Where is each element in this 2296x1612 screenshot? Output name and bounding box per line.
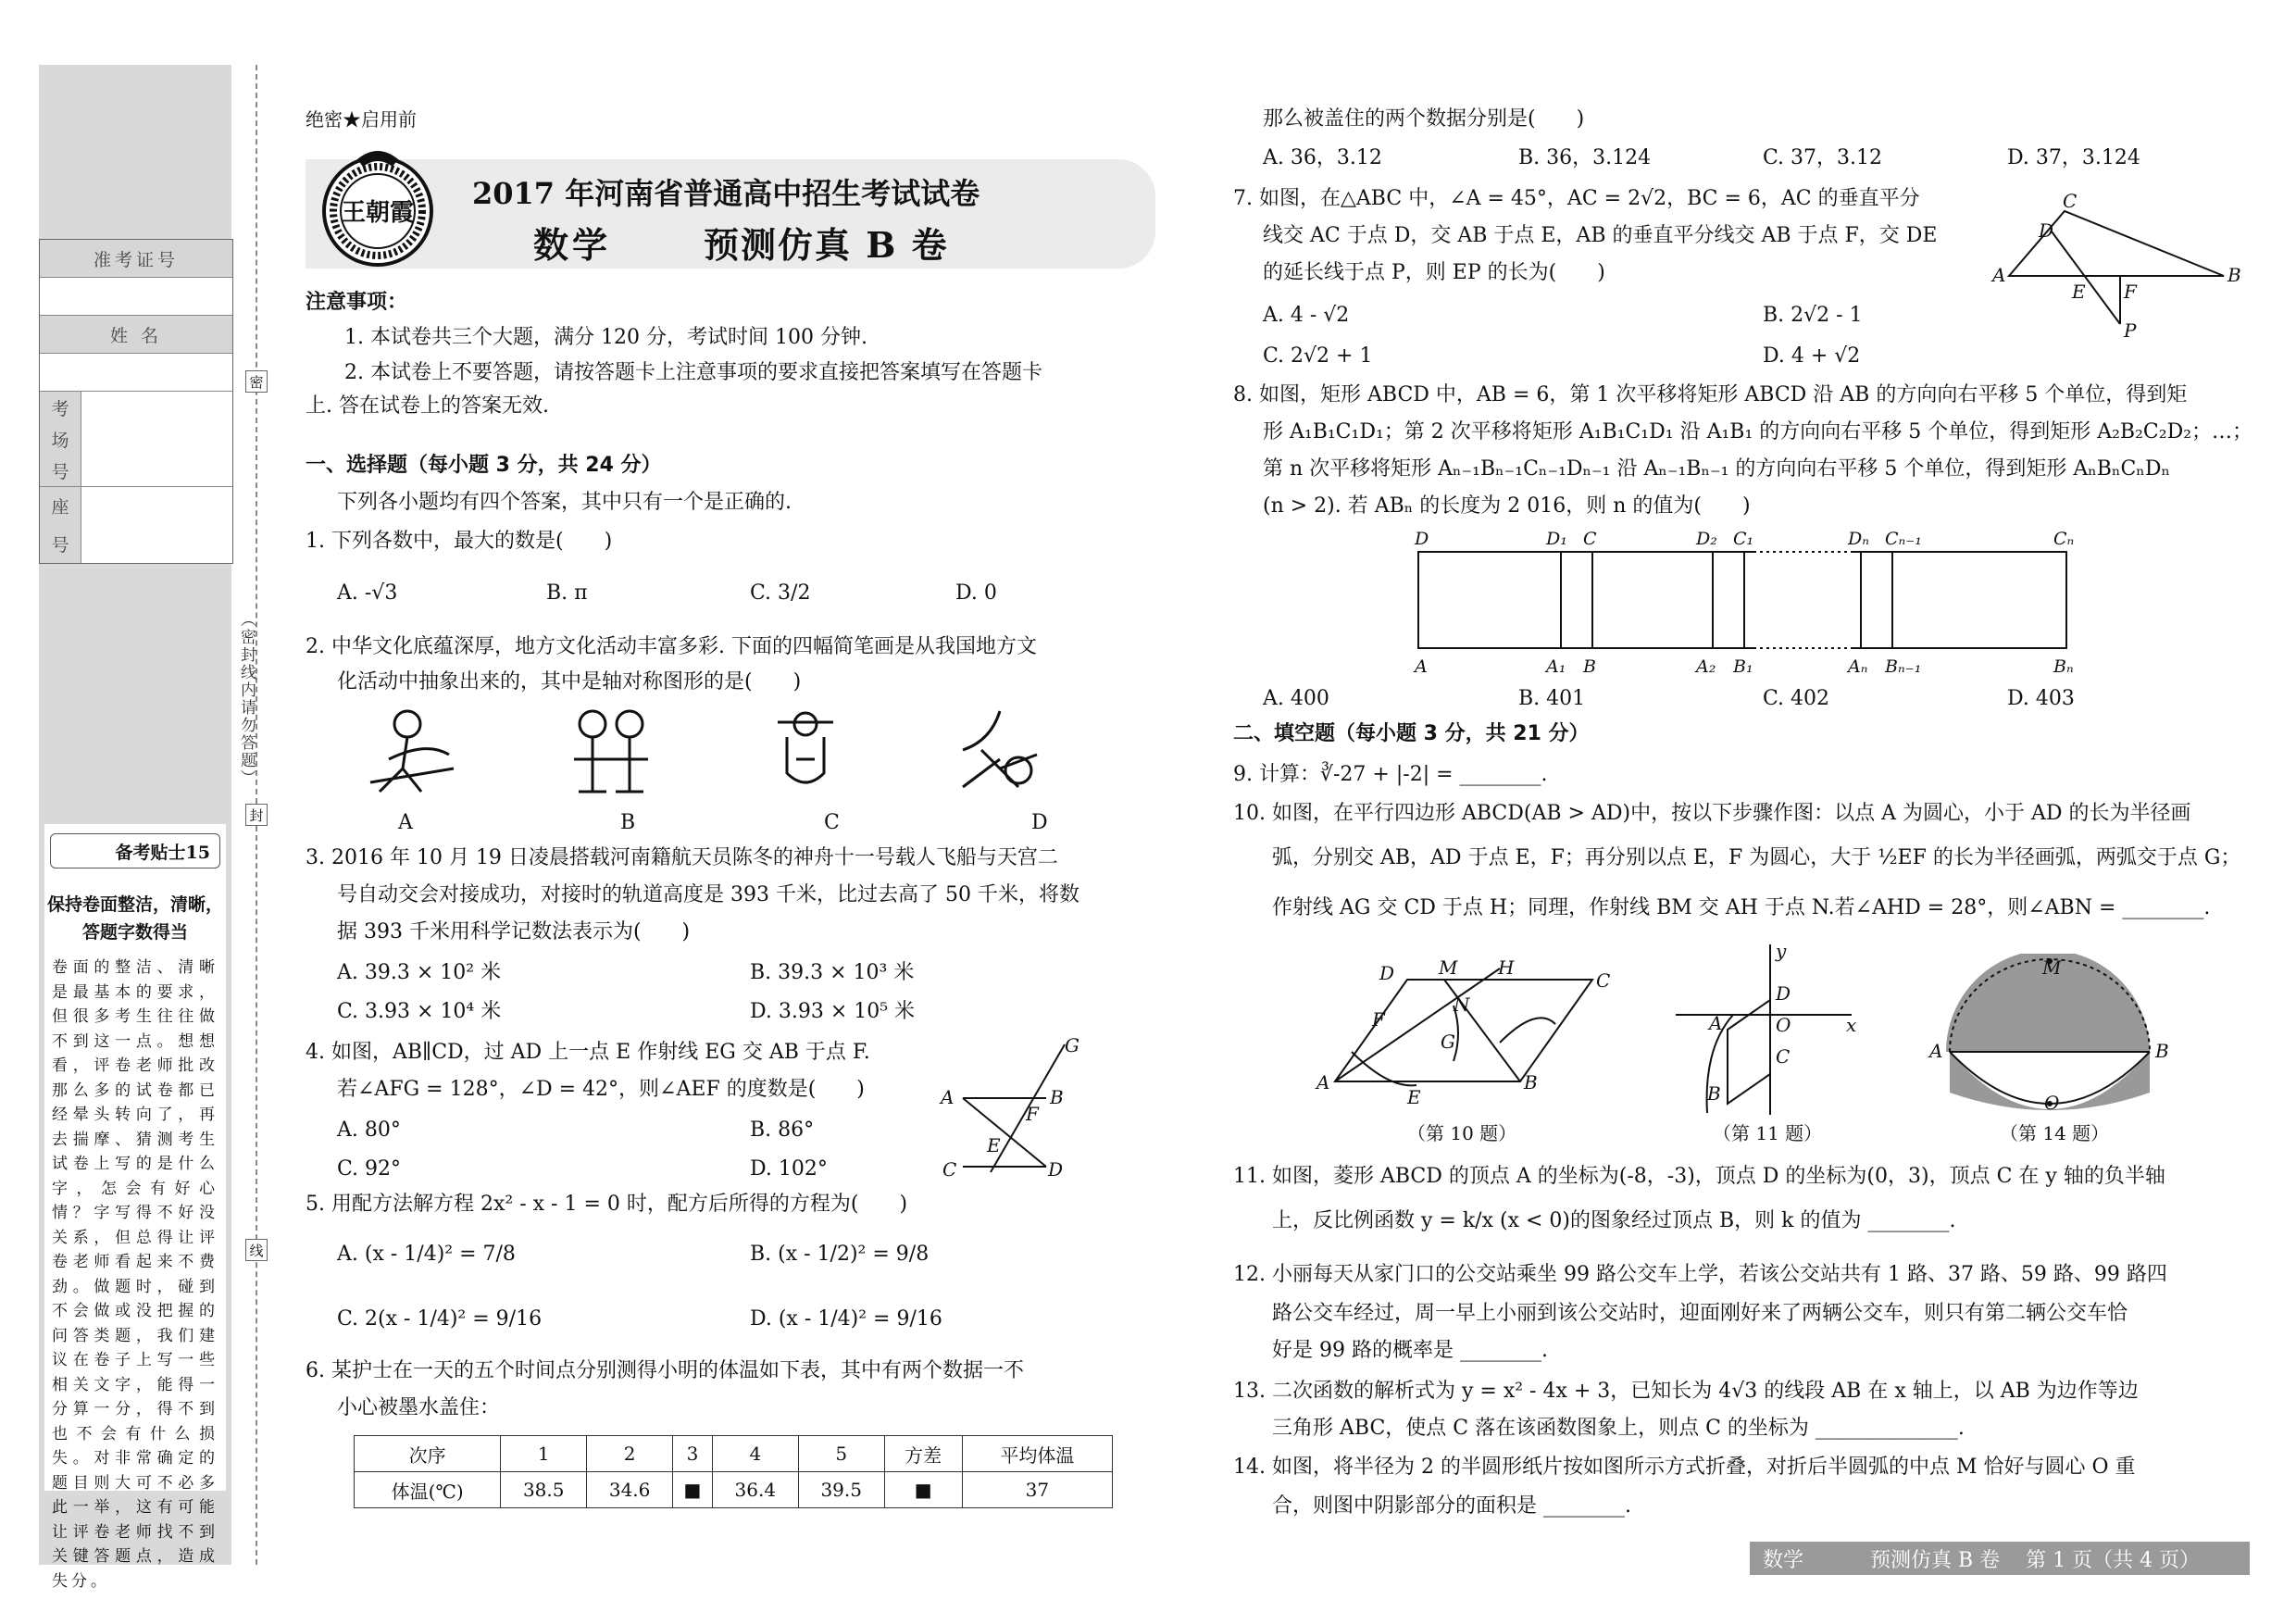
publisher-logo: [320, 146, 435, 270]
q8-label-a: A: [1415, 656, 1428, 677]
q5-option-b: B. (x - 1/2)² = 9/8: [750, 1243, 930, 1266]
q4-label-e: E: [987, 1134, 1001, 1156]
q6-option-a: A. 36，3.12: [1263, 146, 1382, 169]
seat-field[interactable]: [81, 487, 232, 563]
q8-line4: (n > 2). 若 ABₙ 的长度为 2 016，则 n 的值为( ): [1263, 494, 1751, 518]
q7-label-e: E: [2072, 281, 2086, 303]
q14-label-m: M: [2042, 956, 2062, 979]
q8-label-c1: C₁: [1733, 529, 1754, 549]
q4-line2: 若∠AFG = 128°，∠D = 42°，则∠AEF 的度数是( ): [337, 1078, 865, 1101]
q8-figure: [1398, 524, 2083, 678]
table-head-4: 4: [712, 1436, 798, 1472]
q4-option-d: D. 102°: [750, 1157, 828, 1181]
q7-option-b: B. 2√2 - 1: [1763, 304, 1863, 327]
q8-label-b: B: [1583, 656, 1596, 677]
q11-label-x: x: [1846, 1014, 1857, 1036]
q1-option-a: A. -√3: [337, 581, 398, 605]
candidate-info-table: [39, 239, 233, 564]
q3-option-b: B. 39.3 × 10³ 米: [750, 961, 915, 984]
q2-label-c: C: [824, 811, 840, 834]
q4-label-c: C: [942, 1158, 957, 1181]
table-cell-5: 39.5: [798, 1472, 884, 1508]
ticket-number-field[interactable]: [40, 278, 232, 316]
q6-line1: 6. 某护士在一天的五个时间点分别测得小明的体温如下表，其中有两个数据一不: [306, 1359, 1024, 1382]
q1-stem: 1. 下列各数中，最大的数是( ): [306, 530, 613, 553]
q8-line1: 8. 如图，矩形 ABCD 中，AB = 6，第 1 次平移将矩形 ABCD 沿 AB 的方向向右平移 5 个单位，得到矩: [1233, 383, 2188, 406]
q1-option-b: B. π: [546, 581, 588, 605]
q10-label-h: H: [1498, 956, 1515, 979]
q10-label-e: E: [1407, 1086, 1421, 1108]
q7-label-b: B: [2227, 264, 2241, 286]
q8-label-b1: B₁: [1733, 656, 1753, 677]
exam-room-field[interactable]: [81, 392, 232, 486]
q7-label-f: F: [2124, 281, 2137, 303]
table-head-6: 方差: [884, 1436, 962, 1472]
q14-label-b: B: [2155, 1040, 2169, 1062]
q8-label-a1: A₁: [1546, 656, 1566, 677]
q9: 9. 计算：∛-27 + |-2| = ________.: [1233, 763, 1548, 786]
q8-line2: 形 A₁B₁C₁D₁；第 2 次平移将矩形 A₁B₁C₁D₁ 沿 A₁B₁ 的方向向右平移 5 个单位，得到矩形 A₂B₂C₂D₂；…；: [1263, 420, 2253, 444]
paper-title: 预测仿真 B 卷: [704, 224, 949, 266]
seal-char-feng: 封: [245, 804, 268, 826]
table-cell-2: 34.6: [587, 1472, 673, 1508]
q8-label-d: D: [1415, 529, 1429, 549]
q5-option-a: A. (x - 1/4)² = 7/8: [337, 1243, 516, 1266]
q13-line1: 13. 二次函数的解析式为 y = x² - 4x + 3，已知长为 4√3 的线段 AB 在 x 轴上，以 AB 为边作等边: [1233, 1380, 2139, 1403]
note-2: 2. 本试卷上不要答题，请按答题卡上注意事项的要求直接把答案填写在答题卡: [344, 361, 1042, 384]
q6-option-c: C. 37，3.12: [1763, 146, 1883, 169]
q2-label-d: D: [1031, 811, 1048, 834]
q10-label-g: G: [1441, 1031, 1455, 1053]
q11-label-d: D: [1776, 982, 1791, 1005]
q6-line2: 小心被墨水盖住：: [337, 1396, 501, 1419]
temperature-table: [354, 1435, 1113, 1508]
q11-label-o: O: [1776, 1014, 1791, 1036]
q2-label-a: A: [398, 811, 413, 834]
q4-label-g: G: [1065, 1035, 1079, 1056]
confidential-label: 绝密★启用前: [306, 108, 417, 131]
table-head-0: 次序: [355, 1436, 501, 1472]
footer-paper: 预测仿真 B 卷: [1870, 1548, 2001, 1572]
q8-label-d2: D₂: [1696, 529, 1717, 549]
note-1: 1. 本试卷共三个大题，满分 120 分，考试时间 100 分钟.: [344, 326, 867, 349]
exam-title: 2017 年河南省普通高中招生考试试卷: [472, 176, 980, 211]
q4-label-f: F: [1026, 1103, 1039, 1125]
q3-option-c: C. 3.93 × 10⁴ 米: [337, 1000, 502, 1023]
q7-label-a: A: [1992, 264, 2006, 286]
q7-line1: 7. 如图，在△ABC 中，∠A = 45°，AC = 2√2，BC = 6，AC 的垂直平分: [1233, 187, 1920, 210]
q8-label-an: Aₙ: [1848, 656, 1868, 677]
q3-line2: 号自动交会对接成功，对接时的轨道高度是 393 千米，比过去高了 50 千米，将数: [337, 883, 1079, 906]
tip-title: 保持卷面整洁，清晰，答题字数得当: [46, 894, 223, 943]
ticket-number-label: 准考证号: [40, 240, 232, 278]
q10-figure: [1315, 950, 1620, 1117]
tip-body: 卷面的整洁、清晰是最基本的要求，但很多考生往往做不到这一点。想想看，评卷老师批改那么多的试卷都已经晕头转向了，再去揣摩、猜测考生试卷上写的是什么字，怎会有好心情？字写得不好没关系，但总得让评卷老师看起来不费劲。做题时，碰到不会做或没把握的问答类题，我们建议在卷子上写一些相关文字，能得一分算一分，得不到也不会有什么损失。对非常确定的题目则大可不必多此一举，这有可能让评卷老师找不到关键答题点，造成失分。: [52, 958, 218, 1591]
table-head-2: 2: [587, 1436, 673, 1472]
q4-option-c: C. 92°: [337, 1157, 402, 1181]
q8-label-bn: Bₙ: [2053, 656, 2074, 677]
q10-label-n: N: [1454, 993, 1470, 1016]
q11-label-c: C: [1776, 1045, 1791, 1068]
seal-char-xian: 线: [245, 1239, 268, 1261]
q14-line1: 14. 如图，将半径为 2 的半圆形纸片按如图所示方式折叠，对折后半圆弧的中点 M 恰好与圆心 O 重: [1233, 1456, 2136, 1479]
table-cell-3: ■: [673, 1472, 713, 1508]
q8-option-b: B. 401: [1518, 687, 1586, 710]
q5-option-c: C. 2(x - 1/4)² = 9/16: [337, 1307, 543, 1331]
q14-label-a: A: [1929, 1040, 1943, 1062]
page-footer: [1750, 1542, 2250, 1575]
q11-figure: [1666, 937, 1870, 1118]
logo-text: 王朝霞: [341, 199, 415, 227]
q2-label-b: B: [620, 811, 636, 834]
table-cell-4: 36.4: [712, 1472, 798, 1508]
q7-line2: 线交 AC 于点 D，交 AB 于点 E，AB 的垂直平分线交 AB 于点 F，交 DE: [1263, 224, 1938, 247]
exam-room-label: 考 场 号: [40, 392, 81, 486]
table-cell-7: 37: [962, 1472, 1112, 1508]
q11-line2: 上，反比例函数 y = k/x (x < 0)的图象经过顶点 B，则 k 的值为 ________.: [1272, 1209, 1956, 1232]
q7-option-a: A. 4 - √2: [1263, 304, 1350, 327]
caption-q14: （第 14 题）: [2000, 1122, 2110, 1144]
q4-option-b: B. 86°: [750, 1118, 815, 1142]
table-head-7: 平均体温: [962, 1436, 1112, 1472]
q10-line3: 作射线 AG 交 CD 于点 H；同理，作射线 BM 交 AH 于点 N.若∠AHD = 28°，则∠ABN = ________.: [1272, 896, 2211, 919]
q6-line3: 那么被盖住的两个数据分别是( ): [1263, 107, 1585, 131]
q11-label-y: y: [1776, 940, 1787, 962]
table-head-3: 3: [673, 1436, 713, 1472]
q13-line2: 三角形 ABC，使点 C 落在该函数图象上，则点 C 的坐标为 ______________.: [1272, 1417, 1965, 1440]
subject-title: 数学: [533, 224, 612, 266]
q12-line1: 12. 小丽每天从家门口的公交站乘坐 99 路公交车上学，若该公交站共有 1 路、37 路、59 路、99 路四: [1233, 1263, 2167, 1286]
seal-char-mi: 密: [245, 370, 268, 393]
q4-option-a: A. 80°: [337, 1118, 401, 1142]
seal-note: （密封线内请勿答题）: [237, 611, 256, 787]
q11-label-a: A: [1709, 1012, 1723, 1034]
table-head-5: 5: [798, 1436, 884, 1472]
q8-label-cn-1: Cₙ₋₁: [1885, 529, 1922, 549]
q3-option-d: D. 3.93 × 10⁵ 米: [750, 1000, 916, 1023]
q4-label-d: D: [1048, 1158, 1064, 1181]
q7-option-c: C. 2√2 + 1: [1263, 344, 1373, 368]
table-head-1: 1: [501, 1436, 587, 1472]
q4-label-b: B: [1050, 1086, 1064, 1108]
q8-label-d1: D₁: [1546, 529, 1567, 549]
q8-label-dn: Dₙ: [1848, 529, 1869, 549]
q8-label-bn-1: Bₙ₋₁: [1885, 656, 1922, 677]
q6-option-b: B. 36，3.124: [1518, 146, 1652, 169]
q12-line3: 好是 99 路的概率是 ________.: [1272, 1339, 1548, 1362]
q10-label-d: D: [1379, 962, 1395, 984]
q8-option-a: A. 400: [1263, 687, 1329, 710]
q7-option-d: D. 4 + √2: [1763, 344, 1861, 368]
table-cell-1: 38.5: [501, 1472, 587, 1508]
q8-label-cn: Cₙ: [2053, 529, 2075, 549]
q1-option-c: C. 3/2: [750, 581, 811, 605]
q2-figures: [352, 704, 1092, 806]
q5-stem: 5. 用配方法解方程 2x² - x - 1 = 0 时，配方后所得的方程为( ): [306, 1193, 908, 1216]
table-cell-6: ■: [884, 1472, 962, 1508]
section1-intro: 下列各小题均有四个答案，其中只有一个是正确的.: [337, 491, 792, 514]
q1-option-d: D. 0: [955, 581, 997, 605]
q10-label-b: B: [1524, 1071, 1538, 1093]
q10-line2: 弧，分别交 AB，AD 于点 E，F；再分别以点 E，F 为圆心，大于 ½EF 的长为半径画弧，两弧交于点 G；: [1272, 846, 2241, 869]
q7-figure: [1990, 185, 2250, 343]
q2-line2: 化活动中抽象出来的，其中是轴对称图形的是( ): [337, 670, 802, 694]
q4-label-a: A: [941, 1086, 955, 1108]
note-2b: 上. 答在试卷上的答案无效.: [306, 394, 549, 418]
q3-line1: 3. 2016 年 10 月 19 日凌晨搭载河南籍航天员陈冬的神舟十一号载人飞船与天宫二: [306, 846, 1058, 869]
q10-label-f: F: [1372, 1008, 1385, 1031]
table-cell-0: 体温(℃): [355, 1472, 501, 1508]
q7-label-d: D: [2039, 219, 2054, 242]
exam-tip-box: [44, 824, 226, 1591]
q10-line1: 10. 如图，在平行四边形 ABCD(AB > AD)中，按以下步骤作图：以点 A 为圆心，小于 AD 的长为半径画: [1233, 802, 2191, 825]
q14-figure: [1926, 954, 2176, 1113]
q8-label-a2: A₂: [1696, 656, 1716, 677]
name-field[interactable]: [40, 354, 232, 392]
q7-label-p: P: [2124, 319, 2137, 342]
name-label: 姓 名: [40, 316, 232, 354]
q11-label-b: B: [1707, 1082, 1721, 1105]
q7-label-c: C: [2063, 190, 2078, 212]
footer-subject: 数学: [1763, 1548, 1804, 1572]
q8-line3: 第 n 次平移将矩形 Aₙ₋₁Bₙ₋₁Cₙ₋₁Dₙ₋₁ 沿 Aₙ₋₁Bₙ₋₁ 的方向向右平移 5 个单位，得到矩形 AₙBₙCₙDₙ: [1263, 457, 2170, 481]
q3-line3: 据 393 千米用科学记数法表示为( ): [337, 920, 691, 943]
q6-option-d: D. 37，3.124: [2007, 146, 2140, 169]
q12-line2: 路公交车经过，周一早上小丽到该公交站时，迎面刚好来了两辆公交车，则只有第二辆公交车恰: [1272, 1302, 2128, 1325]
q8-label-c: C: [1583, 529, 1597, 549]
q4-figure: [935, 1035, 1083, 1183]
q14-label-o: O: [2044, 1092, 2060, 1113]
q10-label-c: C: [1596, 969, 1611, 992]
footer-page: 第 1 页（共 4 页）: [2026, 1548, 2201, 1572]
q5-option-d: D. (x - 1/4)² = 9/16: [750, 1307, 942, 1331]
q14-line2: 合，则图中阴影部分的面积是 ________.: [1272, 1494, 1631, 1518]
q4-line1: 4. 如图，AB∥CD，过 AD 上一点 E 作射线 EG 交 AB 于点 F.: [306, 1041, 870, 1064]
tip-badge: 备考贴士15: [50, 833, 220, 868]
q7-line3: 的延长线于点 P，则 EP 的长为( ): [1263, 261, 1605, 284]
q3-option-a: A. 39.3 × 10² 米: [337, 961, 502, 984]
q11-line1: 11. 如图，菱形 ABCD 的顶点 A 的坐标为(-8，-3)，顶点 D 的坐标为(0，3)，顶点 C 在 y 轴的负半轴: [1233, 1165, 2165, 1188]
section1-heading: 一、选择题（每小题 3 分，共 24 分）: [306, 454, 662, 477]
caption-q11: （第 11 题）: [1713, 1122, 1823, 1144]
q10-label-m: M: [1439, 956, 1458, 979]
seat-label: 座 号: [40, 487, 81, 563]
q10-label-a: A: [1316, 1071, 1330, 1093]
q8-option-d: D. 403: [2007, 687, 2075, 710]
section2-heading: 二、填空题（每小题 3 分，共 21 分）: [1233, 722, 1590, 745]
q2-line1: 2. 中华文化底蕴深厚，地方文化活动丰富多彩. 下面的四幅简笔画是从我国地方文: [306, 635, 1037, 658]
notes-heading: 注意事项：: [306, 291, 408, 314]
caption-q10: （第 10 题）: [1407, 1122, 1517, 1144]
q8-option-c: C. 402: [1763, 687, 1830, 710]
